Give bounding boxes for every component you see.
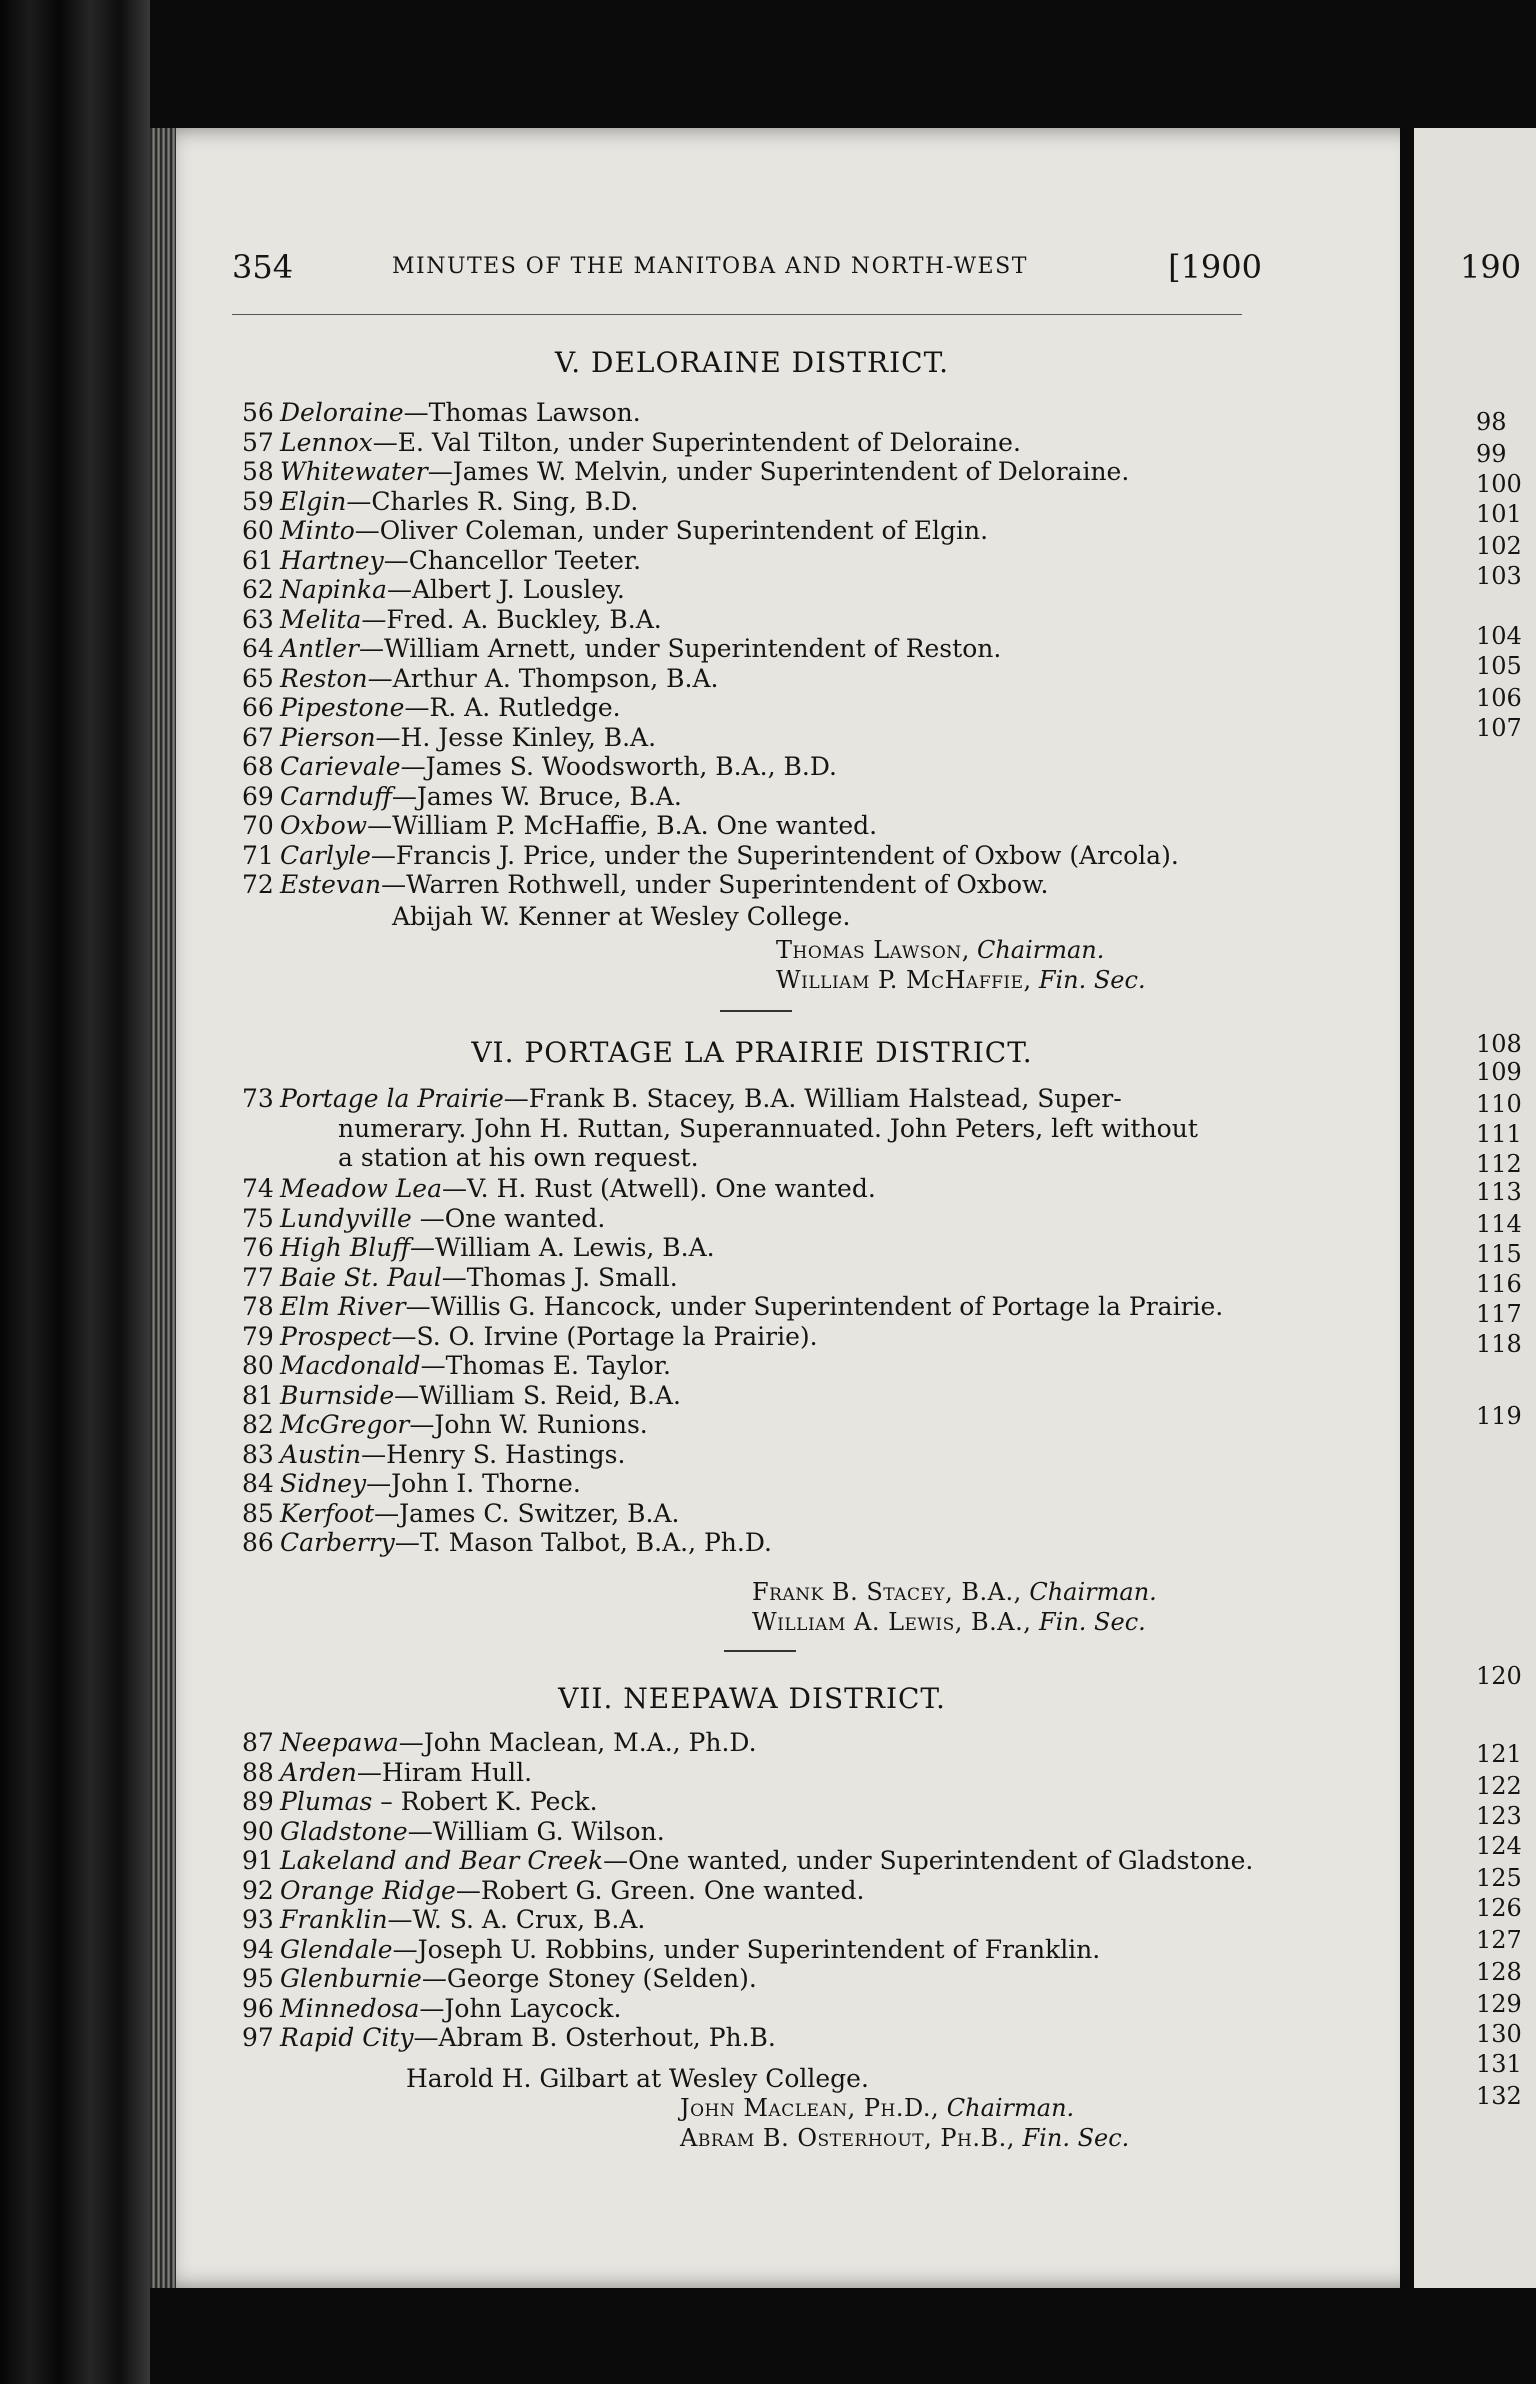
list-item (242, 811, 1282, 841)
circuit-name: Lakeland and Bear Creek (280, 1846, 604, 1875)
entry-number: 92 (242, 1875, 274, 1905)
circuit-name: Lennox (280, 427, 373, 457)
appointment-text: —William Arnett, under Superintendent of Reston. (358, 634, 1002, 663)
margin-number: 110 (1476, 1090, 1522, 1118)
appointment-text: —John Laycock. (419, 1993, 622, 2023)
circuit-name: Prospect (280, 1321, 392, 1351)
list-item (242, 634, 1282, 664)
entry-number: 89 (242, 1787, 274, 1816)
margin-number: 128 (1476, 1958, 1522, 1986)
circuit-name: Minto (280, 516, 355, 545)
list-item (242, 428, 1282, 458)
entry-number: 83 (242, 1439, 274, 1469)
appointment-text: —William G. Wilson. (407, 1816, 665, 1846)
neepawa-entries (242, 1728, 1282, 2053)
college-note: Abijah W. Kenner at Wesley College. (392, 902, 851, 931)
circuit-name: Macdonald (280, 1351, 421, 1380)
margin-number: 102 (1476, 532, 1522, 560)
list-item (242, 664, 1282, 694)
portage-entries (242, 1174, 1282, 1558)
circuit-name: Glendale (280, 1934, 393, 1964)
deloraine-entries (242, 398, 1282, 900)
margin-number: 106 (1476, 684, 1522, 712)
list-item (242, 1381, 1282, 1411)
list-item (242, 1787, 1282, 1817)
circuit-name: Carlyle (280, 840, 371, 870)
list-item-continuation: a station at his own request. (338, 1143, 699, 1172)
appointment-text: —Robert G. Green. One wanted. (455, 1875, 865, 1905)
circuit-name: Napinka (280, 575, 387, 604)
page-edges (150, 128, 176, 2288)
facing-page-header: 190 (1460, 248, 1522, 286)
appointment-text: —H. Jesse Kinley, B.A. (375, 722, 657, 752)
entry-number: 80 (242, 1351, 274, 1380)
list-item (242, 605, 1282, 635)
page-number: 354 (232, 248, 294, 286)
entry-number: 65 (242, 663, 274, 693)
circuit-name: Carievale (280, 752, 401, 781)
appointment-text: —Francis J. Price, under the Superintendent of Oxbow (Arcola). (370, 840, 1179, 870)
entry-number: 93 (242, 1905, 274, 1934)
list-item (242, 575, 1282, 605)
entry-number: 59 (242, 486, 274, 516)
book-spine-shadow (0, 0, 150, 2384)
margin-number: 126 (1476, 1894, 1522, 1922)
entry-number: 90 (242, 1816, 274, 1846)
list-item (242, 1469, 1282, 1499)
list-item (242, 1263, 1282, 1293)
appointment-text: —Chancellor Teeter. (383, 545, 642, 575)
chairman-signature: Frank B. Stacey, B.A., Chairman. (752, 1578, 1157, 1606)
entry-number: 67 (242, 722, 274, 752)
circuit-name: Oxbow (280, 811, 368, 840)
appointment-text: —Thomas J. Small. (441, 1262, 678, 1292)
list-item (242, 1499, 1282, 1529)
margin-number: 109 (1476, 1058, 1522, 1086)
margin-number: 115 (1476, 1240, 1522, 1268)
circuit-name: Neepawa (280, 1728, 399, 1757)
list-item (242, 516, 1282, 546)
circuit-name: Deloraine (280, 398, 404, 427)
margin-number: 107 (1476, 714, 1522, 742)
entry-number: 57 (242, 427, 274, 457)
circuit-name: Austin (280, 1439, 362, 1469)
margin-number: 112 (1476, 1150, 1522, 1178)
appointment-text: —Thomas E. Taylor. (420, 1351, 671, 1380)
margin-number: 100 (1476, 470, 1522, 498)
entry-number: 58 (242, 457, 274, 486)
entry-number: 70 (242, 811, 274, 840)
circuit-name: Franklin (280, 1905, 388, 1934)
entry-number: 69 (242, 781, 274, 811)
circuit-name: Minnedosa (280, 1993, 420, 2023)
appointment-text: —Henry S. Hastings. (361, 1439, 626, 1469)
circuit-name: Whitewater (280, 457, 428, 486)
margin-number: 131 (1476, 2050, 1522, 2078)
entry-number: 71 (242, 840, 274, 870)
section-divider (720, 1010, 792, 1012)
entry-number: 62 (242, 575, 274, 604)
appointment-text: —John I. Thorne. (366, 1469, 581, 1498)
margin-number: 123 (1476, 1802, 1522, 1830)
list-item (242, 693, 1282, 723)
circuit-name: Plumas (280, 1787, 373, 1816)
circuit-name: Kerfoot (280, 1498, 375, 1528)
list-item (242, 1410, 1282, 1440)
list-item (242, 1174, 1282, 1204)
circuit-name: Antler (280, 634, 359, 663)
circuit-name: Reston (280, 663, 368, 693)
appointment-text: —James W. Bruce, B.A. (391, 781, 682, 811)
entry-number: 60 (242, 516, 274, 545)
circuit-name: Arden (280, 1757, 357, 1787)
appointment-text: —Fred. A. Buckley, B.A. (361, 604, 662, 634)
appointment-text: —George Stoney (Selden). (421, 1964, 757, 1993)
appointment-text: —One wanted. (411, 1203, 606, 1233)
margin-number: 101 (1476, 500, 1522, 528)
list-item (242, 1876, 1282, 1906)
entry-number: 78 (242, 1292, 274, 1321)
entry-number: 64 (242, 634, 274, 663)
entry-number: 82 (242, 1410, 274, 1439)
appointment-text: —Willis G. Hancock, under Superintendent of Portage la Prairie. (405, 1292, 1224, 1321)
margin-number: 105 (1476, 652, 1522, 680)
appointment-text: —One wanted, under Superintendent of Gladstone. (603, 1846, 1254, 1875)
list-item (242, 723, 1282, 753)
entry-number: 68 (242, 752, 274, 781)
margin-number: 99 (1476, 440, 1507, 468)
entry-number: 91 (242, 1846, 274, 1875)
entry-number: 96 (242, 1993, 274, 2023)
appointment-text: —William P. McHaffie, B.A. One wanted. (367, 811, 878, 840)
appointment-text: – Robert K. Peck. (372, 1787, 598, 1816)
circuit-name: Pierson (280, 722, 376, 752)
appointment-text: —John Maclean, M.A., Ph.D. (398, 1728, 757, 1757)
entry-number: 97 (242, 2023, 274, 2052)
appointment-text: —V. H. Rust (Atwell). One wanted. (442, 1174, 876, 1203)
list-item (242, 841, 1282, 871)
list-item (242, 1964, 1282, 1994)
circuit-name: Melita (280, 604, 362, 634)
list-item (242, 1994, 1282, 2024)
margin-number: 118 (1476, 1330, 1522, 1358)
entry-number: 75 (242, 1203, 274, 1233)
entry-number: 72 (242, 870, 274, 899)
appointment-text: —William A. Lewis, B.A. (410, 1233, 715, 1262)
entry-number: 74 (242, 1174, 274, 1203)
list-item: 73 Portage la Prairie—Frank B. Stacey, B.A. William Halstead, Super- (242, 1084, 1122, 1113)
list-item (242, 1935, 1282, 1965)
list-item (242, 1728, 1282, 1758)
circuit-name: Baie St. Paul (280, 1262, 442, 1292)
circuit-name: McGregor (280, 1410, 410, 1439)
list-item (242, 1528, 1282, 1558)
list-item (242, 1322, 1282, 1352)
list-item (242, 782, 1282, 812)
appointment-text: —James S. Woodsworth, B.A., B.D. (400, 752, 837, 781)
entry-number: 56 (242, 398, 274, 427)
portage-first-entry (242, 1084, 1282, 1173)
margin-number: 124 (1476, 1832, 1522, 1860)
header-rule (232, 314, 1242, 315)
list-item (242, 1817, 1282, 1847)
appointment-text: —Abram B. Osterhout, Ph.B. (413, 2023, 776, 2052)
margin-number: 129 (1476, 1990, 1522, 2018)
appointment-text: —S. O. Irvine (Portage la Prairie). (391, 1321, 818, 1351)
margin-number: 103 (1476, 562, 1522, 590)
list-item-continuation: numerary. John H. Ruttan, Superannuated. John Peters, left without (338, 1113, 1198, 1143)
margin-number: 117 (1476, 1300, 1522, 1328)
margin-number: 132 (1476, 2082, 1522, 2110)
entry-number: 85 (242, 1498, 274, 1528)
circuit-name: Hartney (280, 545, 384, 575)
appointment-text: —William S. Reid, B.A. (394, 1380, 681, 1410)
circuit-name: High Bluff (280, 1233, 411, 1262)
secretary-signature: Abram B. Osterhout, Ph.B., Fin. Sec. (680, 2124, 1130, 2152)
secretary-signature: William P. McHaffie, Fin. Sec. (776, 966, 1146, 994)
list-item (242, 1440, 1282, 1470)
list-item (242, 457, 1282, 487)
running-title: MINUTES OF THE MANITOBA AND NORTH-WEST (392, 254, 1028, 279)
college-note: Harold H. Gilbart at Wesley College. (406, 2064, 869, 2093)
circuit-name: Carberry (280, 1528, 395, 1557)
appointment-text: —James W. Melvin, under Superintendent of Deloraine. (427, 457, 1130, 486)
margin-number: 127 (1476, 1926, 1522, 1954)
entry-number: 76 (242, 1233, 274, 1262)
appointment-text: —John W. Runions. (409, 1410, 648, 1439)
list-item (242, 1233, 1282, 1263)
list-item (242, 1351, 1282, 1381)
appointment-text: —Albert J. Lousley. (386, 575, 625, 604)
circuit-name: Sidney (280, 1469, 367, 1498)
entry-number: 81 (242, 1380, 274, 1410)
list-item (242, 1292, 1282, 1322)
appointment-text: —Warren Rothwell, under Superintendent of Oxbow. (381, 870, 1049, 899)
margin-number: 104 (1476, 622, 1522, 650)
entry-number: 66 (242, 693, 274, 722)
list-item (242, 398, 1282, 428)
margin-number: 98 (1476, 408, 1507, 436)
entry-number: 63 (242, 604, 274, 634)
list-item (242, 1846, 1282, 1876)
secretary-signature: William A. Lewis, B.A., Fin. Sec. (752, 1608, 1146, 1636)
appointment-text: —Joseph U. Robbins, under Superintendent of Franklin. (392, 1934, 1101, 1964)
margin-number: 125 (1476, 1864, 1522, 1892)
circuit-name: Glenburnie (280, 1964, 422, 1993)
appointment-text: —R. A. Rutledge. (404, 693, 621, 722)
appointment-text: —W. S. A. Crux, B.A. (387, 1905, 646, 1934)
section-heading-portage: VI. PORTAGE LA PRAIRIE DISTRICT. (471, 1036, 1033, 1069)
running-header (232, 248, 1272, 288)
margin-number: 116 (1476, 1270, 1522, 1298)
margin-number: 111 (1476, 1120, 1522, 1148)
chairman-signature: John Maclean, Ph.D., Chairman. (680, 2094, 1075, 2122)
entry-number: 94 (242, 1934, 274, 1964)
margin-number: 113 (1476, 1178, 1522, 1206)
margin-number: 121 (1476, 1740, 1522, 1768)
entry-number: 88 (242, 1757, 274, 1787)
list-item (242, 1758, 1282, 1788)
margin-number: 108 (1476, 1030, 1522, 1058)
circuit-name: Orange Ridge (280, 1875, 456, 1905)
margin-number: 122 (1476, 1772, 1522, 1800)
entry-number: 95 (242, 1964, 274, 1993)
list-item (242, 2023, 1282, 2053)
margin-number: 130 (1476, 2020, 1522, 2048)
section-heading-neepawa: VII. NEEPAWA DISTRICT. (558, 1682, 946, 1715)
entry-number: 61 (242, 545, 274, 575)
list-item (242, 1905, 1282, 1935)
list-item (242, 752, 1282, 782)
list-item (242, 1204, 1282, 1234)
circuit-name: Elm River (280, 1292, 406, 1321)
appointment-text: —Thomas Lawson. (403, 398, 641, 427)
section-heading-deloraine: V. DELORAINE DISTRICT. (554, 346, 950, 379)
entry-number: 79 (242, 1321, 274, 1351)
circuit-name: Carnduff (280, 781, 392, 811)
appointment-text: —Arthur A. Thompson, B.A. (367, 663, 719, 693)
circuit-name: Lundyville (280, 1203, 412, 1233)
list-item (242, 487, 1282, 517)
appointment-text: —James C. Switzer, B.A. (374, 1498, 680, 1528)
circuit-name: Burnside (280, 1380, 395, 1410)
margin-number: 120 (1476, 1662, 1522, 1690)
section-divider (724, 1650, 796, 1652)
circuit-name: Pipestone (280, 693, 405, 722)
entry-number: 87 (242, 1728, 274, 1757)
margin-number: 114 (1476, 1210, 1522, 1238)
appointment-text: —T. Mason Talbot, B.A., Ph.D. (394, 1528, 772, 1557)
circuit-name: Rapid City (280, 2023, 414, 2052)
circuit-name: Gladstone (280, 1816, 408, 1846)
entry-number: 77 (242, 1262, 274, 1292)
appointment-text: —Charles R. Sing, B.D. (346, 486, 639, 516)
entry-number: 84 (242, 1469, 274, 1498)
margin-number: 119 (1476, 1402, 1522, 1430)
list-item (242, 546, 1282, 576)
year-label: [1900 (1168, 248, 1262, 286)
chairman-signature: Thomas Lawson, Chairman. (776, 936, 1105, 964)
appointment-text: —Hiram Hull. (356, 1757, 533, 1787)
circuit-name: Elgin (280, 486, 347, 516)
appointment-text: —Oliver Coleman, under Superintendent of Elgin. (354, 516, 989, 545)
list-item (242, 870, 1282, 900)
circuit-name: Estevan (280, 870, 382, 899)
circuit-name: Meadow Lea (280, 1174, 442, 1203)
appointment-text: —E. Val Tilton, under Superintendent of Deloraine. (372, 427, 1021, 457)
entry-number: 86 (242, 1528, 274, 1557)
